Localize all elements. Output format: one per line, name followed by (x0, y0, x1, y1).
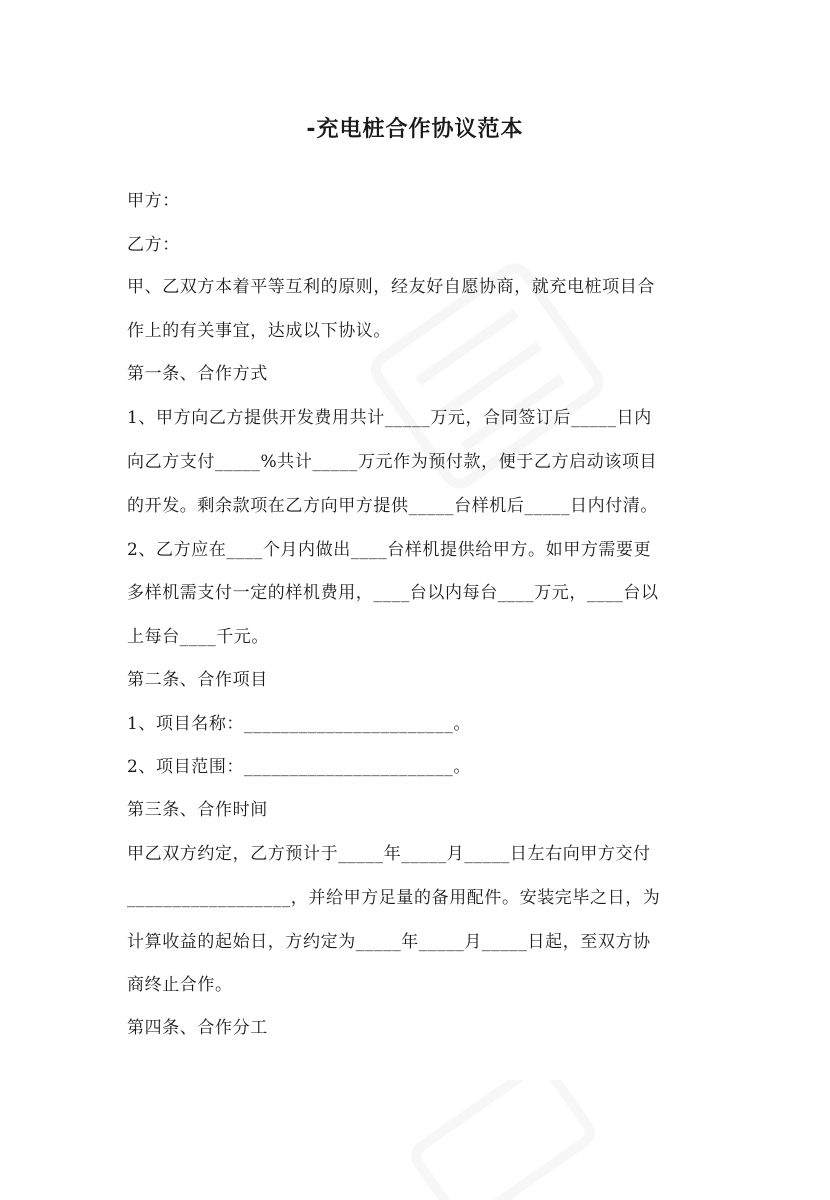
watermark-logo-bottom (380, 1080, 620, 1200)
section-heading: 第三条、合作时间 (127, 800, 268, 820)
section-heading: 第一条、合作方式 (127, 364, 268, 384)
paragraph-line: __________________，并给甲方足量的备用配件。安装完毕之日，为 (127, 888, 661, 908)
paragraph-line: 向乙方支付_____%共计_____万元作为预付款，便于乙方启动该项目 (127, 452, 658, 472)
paragraph-line: 1、项目名称：_______________________。 (127, 714, 471, 734)
paragraph-line: 的开发。剩余款项在乙方向甲方提供_____台样机后_____日内付清。 (127, 496, 658, 516)
paragraph-line: 商终止合作。 (127, 975, 233, 995)
paragraph-line: 计算收益的起始日，方约定为_____年_____月_____日起，至双方协 (127, 932, 651, 952)
paragraph-line: 甲、乙双方本着平等互利的原则，经友好自愿协商，就充电桩项目合 (127, 277, 655, 297)
paragraph-line: 作上的有关事宜，达成以下协议。 (127, 321, 391, 341)
document-title: -充电桩合作协议范本 (306, 117, 524, 142)
party-a-line: 甲方： (127, 191, 180, 211)
section-heading: 第四条、合作分工 (127, 1018, 268, 1038)
paragraph-line: 2、乙方应在____个月内做出____台样机提供给甲方。如甲方需要更 (127, 540, 652, 560)
paragraph-line: 多样机需支付一定的样机费用，____台以内每台____万元，____台以 (127, 583, 659, 603)
section-heading: 第二条、合作项目 (127, 670, 268, 690)
paragraph-line: 1、甲方向乙方提供开发费用共计_____万元，合同签订后_____日内 (127, 408, 652, 428)
paragraph-line: 甲乙双方约定，乙方预计于_____年_____月_____日左右向甲方交付 (127, 844, 651, 864)
party-b-line: 乙方： (127, 235, 180, 255)
paragraph-line: 2、项目范围：_______________________。 (127, 757, 471, 777)
paragraph-line: 上每台____千元。 (127, 627, 269, 647)
